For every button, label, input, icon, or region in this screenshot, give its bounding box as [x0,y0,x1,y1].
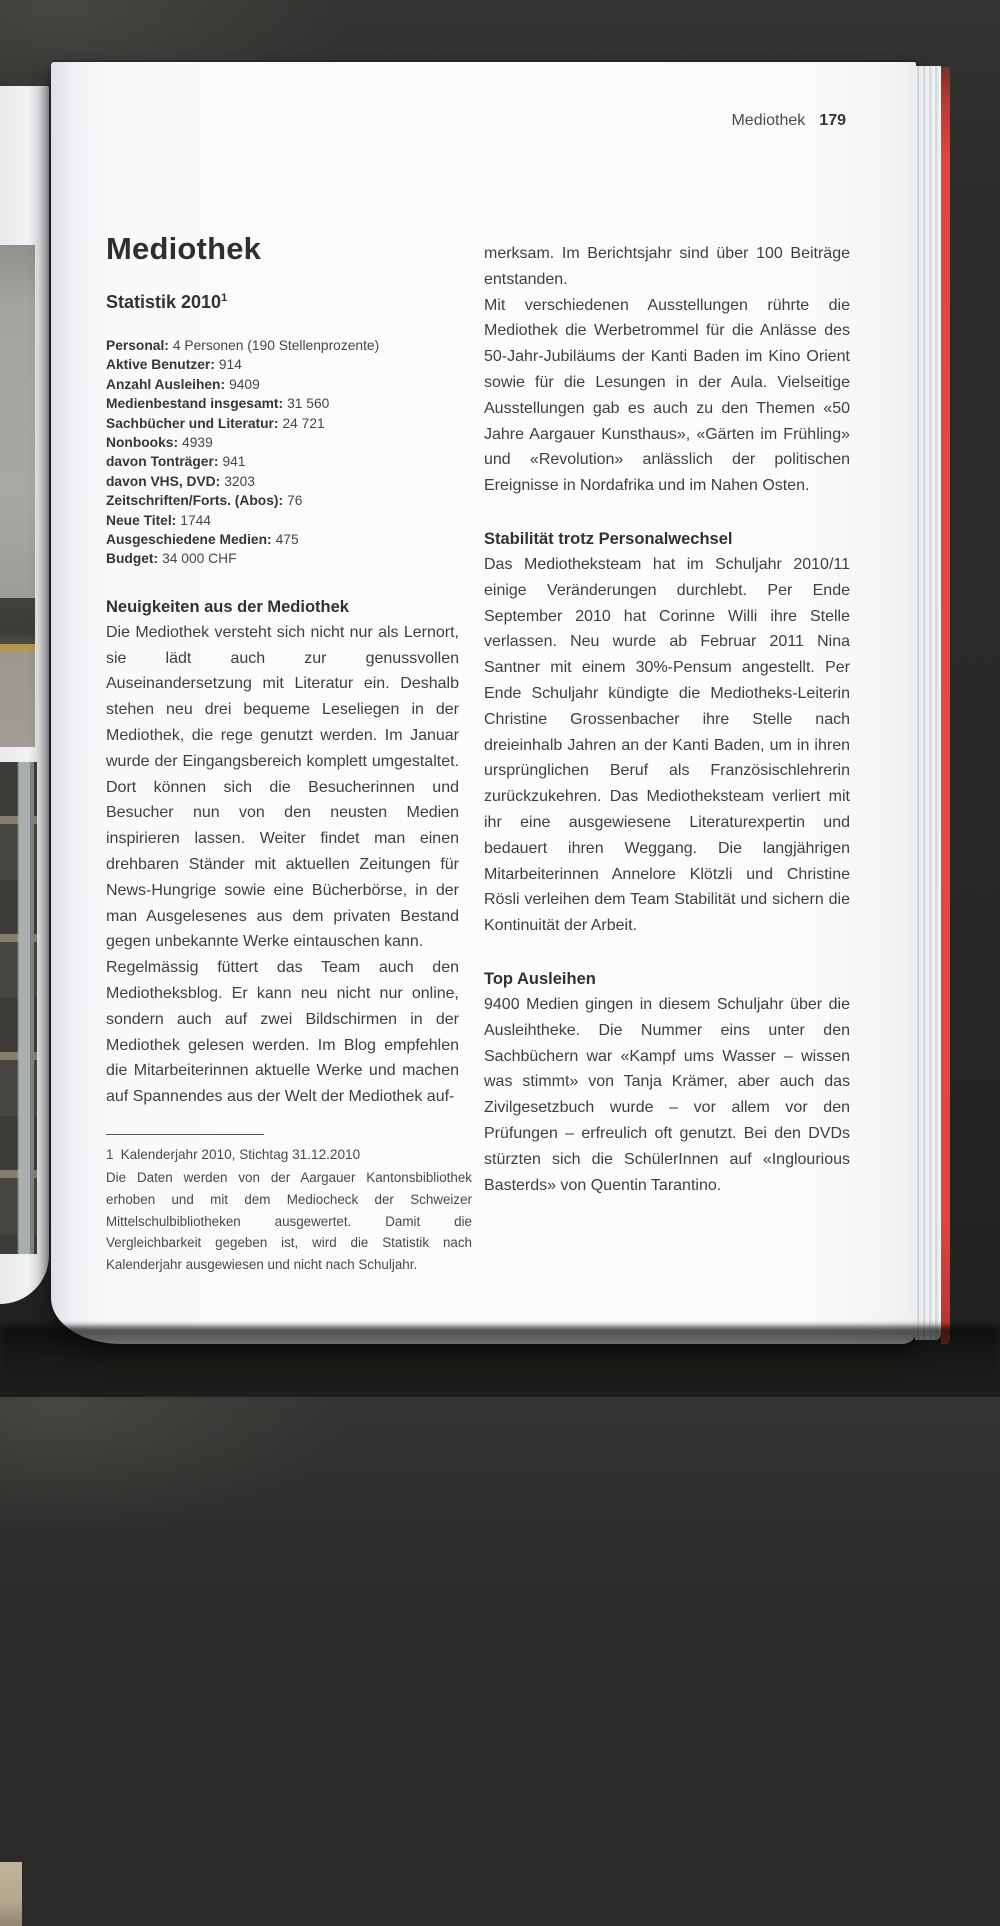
stat-row: Aktive Benutzer: 914 [106,357,242,373]
stat-row: davon VHS, DVD: 3203 [106,473,255,489]
section-heading-neuigkeiten: Neuigkeiten aus der Mediothek [106,597,349,616]
stats-heading-text: Statistik 2010 [106,292,222,312]
footnote [106,1134,472,1276]
left-paragraph-1: Die Mediothek versteht sich nicht nur als Lernort, sie lädt auch zur genussvollen Auseinandersetzung mit Literatur ein. Deshalb stehen neu drei bequeme Leseliegen in der Mediothek, die rege genutzt werden. Im Januar wurde der Eingangsbereich komplett umgestaltet. Dort können sich die Besucherinnen und Besucher nun von den neusten Medien inspirieren lassen. Weiter findet man einen drehbaren Ständer mit aktuellen Zeitungen für News-Hungrige sowie eine Bücherbörse, in der man Ausgelesenes aus dem privaten Bestand gegen unbekannte Werke eintauschen kann. [106,623,459,951]
footnote-first-line [106,1144,472,1165]
page-number: 179 [819,112,846,129]
footnote-reference: 1 [221,292,228,304]
stat-row: Medienbestand insgesamt: 31 560 [106,396,330,412]
section-heading-top-ausleihen: Top Ausleihen [484,969,596,988]
facing-page-photo-dark-band [0,598,35,646]
facing-page-photo-shelving [0,762,37,1254]
facing-page-photo-wall [0,245,35,598]
right-paragraph-1: merksam. Im Berichtsjahr sind über 100 Beiträge entstanden. [484,245,850,288]
facing-page-photo-gold-line [0,644,35,651]
footnote-marker: 1 [106,1147,114,1162]
footnote-text: Die Daten werden von der Aargauer Kantonsbibliothek erhoben und mit dem Mediocheck der Schweizer Mittelschulbibliotheken ausgewertet. Damit die Vergleichbarkeit gegeben ist, wird die Statistik nach Kalenderjahr ausgewiesen und nicht nach Schuljahr. [106,1170,472,1273]
red-cover-edge [941,67,950,1344]
section-heading-stabilitaet: Stabilität trotz Personalwechsel [484,529,733,548]
right-paragraph-2: Mit verschiedenen Ausstellungen rührte die Mediothek die Werbetrommel für die Anlässe des 50-Jahr-Jubiläums der Kanti Baden im Kino Orient sowie für die Lesungen in der Aula. Vielseitige Ausstellungen gab es auch zu den Themen «50 Jahre Aargauer Kunsthaus», «Gärten im Frühling» und «Revolution» anlässlich der politischen Ereignisse in Nordafrika und im Nahen Osten. [484,296,850,495]
stat-row: Ausgeschiedene Medien: 475 [106,532,299,548]
running-head [731,112,846,130]
facing-page-photo-crate [0,1862,22,1926]
footnote-rule [106,1134,264,1135]
stats-list [106,336,459,569]
page-content [51,62,916,1344]
footnote-date: Kalenderjahr 2010, Stichtag 31.12.2010 [120,1147,361,1162]
stat-row: Budget: 34 000 CHF [106,551,237,567]
left-paragraph-2: Regelmässig füttert das Team auch den Mediotheksblog. Er kann neu nicht nur online, sondern auch auf zwei Bildschirmen in der Mediothek gelesen werden. Im Blog empfehlen die Mitarbeiterinnen aktuelle Werke und machen auf Spannendes aus der Welt der Mediothek auf- [106,959,459,1106]
running-head-section: Mediothek [731,112,806,129]
stat-row: Anzahl Ausleihen: 9409 [106,376,260,392]
left-column [106,232,459,1110]
stats-heading [106,292,459,313]
stat-row: davon Tonträger: 941 [106,454,246,470]
stat-row: Neue Titel: 1744 [106,512,211,528]
top-ausleihen-paragraph: 9400 Medien gingen in diesem Schuljahr über die Ausleihtheke. Die Nummer eins unter den Sachbüchern war «Kampf ums Wasser – wissen was stimmt» von Tanja Krämer, aber auch das Zivilgesetzbuch wurde – vor allem vor den Prüfungen – erfreulich oft genutzt. Bei den DVDs stürzten sich die SchülerInnen auf «Inglourious Basterds» von Quentin Tarantino. [484,995,850,1194]
page-title: Mediothek [106,231,262,266]
page-edge-stack [915,66,941,1340]
facing-page-photo-gray-band [0,651,35,747]
stat-row: Sachbücher und Literatur: 24 721 [106,415,325,431]
stat-row: Zeitschriften/Forts. (Abos): 76 [106,493,303,509]
stabilitaet-paragraph: Das Mediotheksteam hat im Schuljahr 2010/11 einige Veränderungen durchlebt. Per Ende September 2010 hat Corinne Willi ihre Stelle verlassen. Neu wurde ab Februar 2011 Nina Santner mit einem 30%-Pensum angestellt. Per Ende Schuljahr kündigte die Mediotheks-Leiterin Christine Grossenbacher ihre Stelle nach dreieinhalb Jahren an der Kanti Baden, um in ihren ursprünglichen Beruf als Französischlehrerin zurückzukehren. Das Mediotheksteam verliert mit ihr eine ausgewiesene Literaturexpertin und bedauert ihren Weggang. Die langjährigen Mitarbeiterinnen Annelore Klötzli und Christine Rösli verleihen dem Team Stabilität und sichern die Kontinuität der Arbeit. [484,555,850,935]
stat-row: Nonbooks: 4939 [106,435,213,451]
stat-row: Personal: 4 Personen (190 Stellenprozente) [106,338,380,353]
right-column [484,241,850,1198]
